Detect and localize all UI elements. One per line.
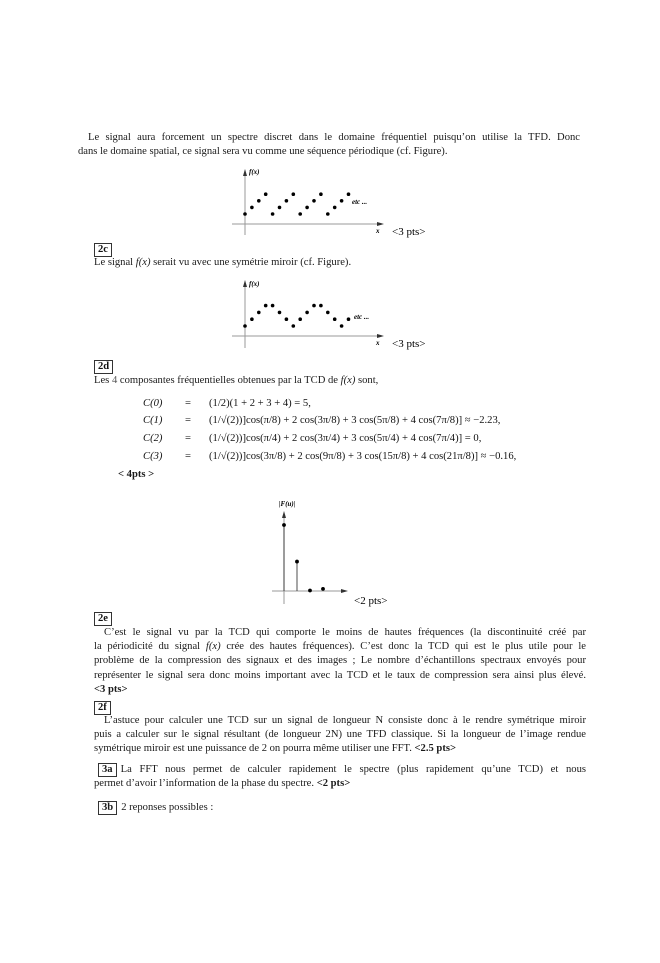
- y-axis-arrow: [243, 280, 247, 287]
- points-label: <3 pts>: [392, 226, 426, 238]
- figure-mirror-sequence: [228, 274, 468, 354]
- sample-dot: [333, 317, 337, 321]
- section-tag-2d: 2d: [94, 360, 113, 374]
- section-2d-text: [94, 374, 378, 388]
- text-part: 2 reponses possibles :: [121, 802, 214, 813]
- section-tag-3a: 3a: [98, 763, 117, 777]
- intro-line-2: dans le domaine spatial, ce signal sera vu comme une séquence périodique (cf. Figure).: [78, 146, 448, 158]
- section-tag-2c: 2c: [94, 243, 112, 257]
- y-axis-arrow: [243, 169, 247, 176]
- sample-dot: [326, 311, 330, 315]
- sample-dot: [312, 304, 316, 308]
- equation-op: =: [185, 451, 191, 462]
- sample-dot: [305, 311, 309, 315]
- text-part: Les: [94, 375, 112, 386]
- section-3b: [98, 801, 213, 815]
- count: 4: [111, 375, 118, 386]
- x-axis-label: x: [376, 227, 380, 235]
- y-axis-label: |F(u)|: [279, 500, 296, 508]
- text-part: sont,: [355, 375, 379, 386]
- equation-lhs: C(2): [143, 433, 163, 444]
- intro-line-1: Le signal aura forcement un spectre discret dans le domaine fréquentiel puisqu’on utilise la TFD. Donc: [88, 132, 580, 143]
- math-fx: f(x): [135, 257, 151, 268]
- math-fx: f(x): [340, 375, 356, 386]
- sample-dot: [319, 192, 323, 196]
- section-2f-paragraph: [94, 714, 586, 757]
- x-axis-label: x: [376, 339, 380, 347]
- sample-dot: [243, 324, 247, 328]
- equation-op: =: [185, 433, 191, 444]
- paragraph-line: [94, 742, 586, 756]
- sample-dot: [264, 192, 268, 196]
- x-axis-arrow: [377, 222, 384, 226]
- text-part: symétrique miroir est une puissance de 2 on pourra même utiliser une FFT.: [94, 743, 415, 755]
- sample-dot: [278, 206, 282, 210]
- paragraph-line: [94, 640, 586, 654]
- paragraph-line: représenter le signal sera donc moins important avec la TCD et le taux de compression sera ainsi plus élevé.: [94, 669, 586, 681]
- math-fx: f(x): [205, 641, 221, 653]
- equation-rhs: (1/√(2))]cos(3π/8) + 2 cos(9π/8) + 3 cos(15π/8) + 4 cos(21π/8)] ≈ −0.16,: [209, 451, 517, 462]
- etc-label: etc ...: [354, 313, 370, 321]
- x-axis-arrow: [341, 589, 348, 593]
- sample-dot: [250, 317, 254, 321]
- sample-dot: [264, 304, 268, 308]
- equation-lhs: C(3): [143, 451, 163, 462]
- sample-dot: [292, 192, 296, 196]
- y-axis-label: f(x): [249, 280, 260, 288]
- section-3a-paragraph: [94, 763, 586, 791]
- sample-dot: [298, 212, 302, 216]
- equation-rhs: (1/2)(1 + 2 + 3 + 4) = 5,: [209, 398, 311, 409]
- figure-spectrum: [260, 490, 430, 610]
- section-tag-2e: 2e: [94, 612, 112, 626]
- sample-dot: [250, 206, 254, 210]
- text-part: La FFT nous permet de calculer rapidement le spectre (plus rapidement qu’une TCD) et nous: [120, 764, 586, 775]
- points-label: <2.5 pts>: [414, 743, 457, 755]
- sample-dot: [347, 192, 351, 196]
- stem-dot: [295, 560, 299, 564]
- sample-dot: [319, 304, 323, 308]
- paragraph-line: C’est le signal vu par la TCD qui comporte le moins de hautes fréquences (la discontinuité créé par: [104, 627, 586, 638]
- stems-group: [282, 523, 325, 592]
- equation-op: =: [185, 398, 191, 409]
- sample-dot: [347, 317, 351, 321]
- sample-dot: [285, 199, 289, 203]
- etc-label: etc ...: [352, 198, 368, 206]
- points-2e: [94, 683, 586, 697]
- sample-dot: [340, 199, 344, 203]
- text-part: serait vu avec une symétrie miroir (cf. Figure).: [150, 257, 352, 268]
- stem-dot: [282, 523, 286, 527]
- text-part: composantes fréquentielles obtenues par la TCD de: [117, 375, 341, 386]
- equation-op: =: [185, 415, 191, 426]
- equation-lhs: C(1): [143, 415, 163, 426]
- equation-rhs: (1/√(2))]cos(π/8) + 2 cos(3π/8) + 3 cos(5π/8) + 4 cos(7π/8)] ≈ −2.23,: [209, 415, 501, 426]
- sample-dot: [333, 206, 337, 210]
- text-part: permet d’avoir l’information de la phase du spectre.: [94, 778, 317, 790]
- sample-dot: [243, 212, 247, 216]
- figure-periodic-sequence: [228, 163, 468, 243]
- points-label: <3 pts>: [94, 683, 128, 695]
- text-part: la périodicité du signal: [94, 641, 206, 653]
- sample-dot: [292, 324, 296, 328]
- sample-dot: [278, 311, 282, 315]
- section-tag-2f: 2f: [94, 701, 111, 715]
- sample-dot: [298, 317, 302, 321]
- section-2c-text: [94, 256, 351, 270]
- points-label: <2 pts>: [354, 595, 388, 607]
- points-label: <3 pts>: [392, 338, 426, 350]
- dots-group: [243, 192, 350, 215]
- y-axis-label: f(x): [249, 168, 260, 176]
- points-2d: < 4pts >: [118, 469, 155, 480]
- dots-group: [243, 304, 350, 328]
- sample-dot: [257, 311, 261, 315]
- section-tag-3b: 3b: [98, 801, 117, 815]
- section-2e-paragraph: [94, 626, 586, 697]
- sample-dot: [271, 212, 275, 216]
- paragraph-line: [94, 777, 586, 791]
- stem-dot: [321, 587, 325, 591]
- text-part: Le signal: [94, 257, 136, 268]
- paragraph-line: puis a calculer sur le signal résultant (de longueur 2N) une TFD classique. Si la longueur de l’image rendue: [94, 729, 586, 741]
- paragraph-line: problème de la compression des signaux et des images ; Le nombre d’échantillons spectraux envoyés pour: [94, 655, 586, 667]
- text-part: crée des hautes fréquences). C’est donc la TCD qui est le plus utile pour le: [220, 641, 586, 653]
- sample-dot: [326, 212, 330, 216]
- sample-dot: [340, 324, 344, 328]
- x-axis-arrow: [377, 334, 384, 338]
- y-axis-arrow: [282, 511, 286, 518]
- paragraph-line: [94, 763, 586, 777]
- stem-dot: [308, 589, 312, 593]
- sample-dot: [305, 206, 309, 210]
- equation-rhs: (1/√(2))]cos(π/4) + 2 cos(3π/4) + 3 cos(5π/4) + 4 cos(7π/4)] = 0,: [209, 433, 482, 444]
- equation-lhs: C(0): [143, 398, 163, 409]
- sample-dot: [285, 317, 289, 321]
- intro-paragraph: [78, 131, 580, 159]
- points-label: <2 pts>: [316, 778, 351, 790]
- paragraph-line: L’astuce pour calculer une TCD sur un signal de longueur N consiste donc à le rendre symétrique miroir: [104, 715, 586, 726]
- sample-dot: [257, 199, 261, 203]
- sample-dot: [271, 304, 275, 308]
- sample-dot: [312, 199, 316, 203]
